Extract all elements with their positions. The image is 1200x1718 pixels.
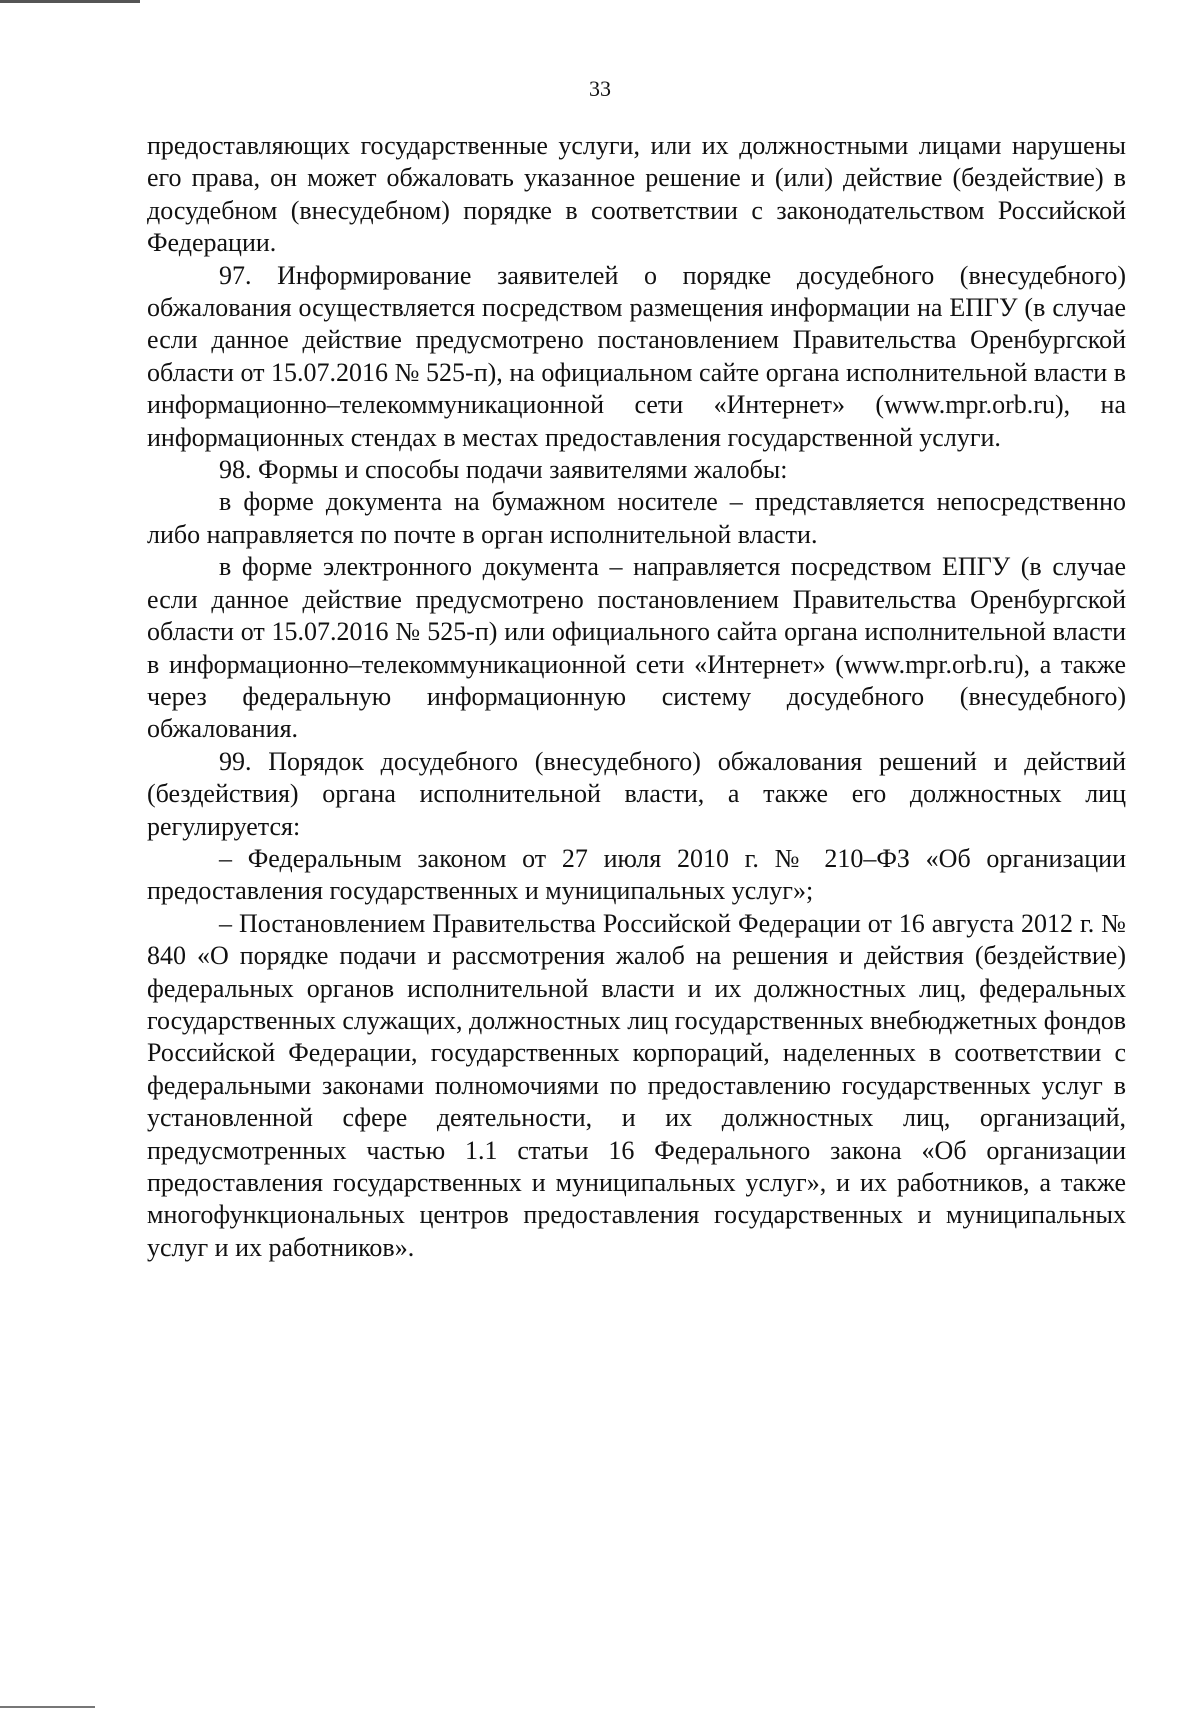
paragraph-99-government-decree: – Постановлением Правительства Российской Федерации от 16 августа 2012 г. № 840 «О порядке подачи и рассмотрения жалоб на решения и действия (бездействие) федеральных органов исполнительной власти и их должностных лиц, федеральных государственных служащих, должностных лиц государственных внебюджетных фондов Российской Федерации, государственных корпораций, наделенных в соответствии с федеральными законами полномочиями по предоставлению государственных услуг в установленной сфере деятельности, и их должностных лиц, организаций, предусмотренных частью 1.1 статьи 16 Федерального закона «Об организации предоставления государственных и муниципальных услуг», и их работников, а также многофункциональных центров предоставления государственных и муниципальных услуг и их работников». (147, 908, 1126, 1262)
paragraph-98-electronic-form: в форме электронного документа – направляется посредством ЕПГУ (в случае если данное действие предусмотрено постановлением Правительства Оренбургской области от 15.07.2016 № 525-п) или официального сайта органа исполнительной власти в информационно–телекоммуникационной сети «Интернет» (www.mpr.orb.ru), а также через федеральную информационную систему досудебного (внесудебного) обжалования. (147, 552, 1126, 744)
paragraph-97: 97. Информирование заявителей о порядке досудебного (внесудебного) обжалования осуществляется посредством размещения информации на ЕПГУ (в случае если данное действие предусмотрено постановлением Правительства Оренбургской области от 15.07.2016 № 525-п), на официальном сайте органа исполнительной власти в информационно–телекоммуникационной сети «Интернет» (www.mpr.orb.ru), на информационных стендах в местах предоставления государственной услуги. (147, 260, 1126, 452)
page-number: 33 (589, 76, 611, 101)
scan-edge-top (0, 0, 140, 3)
paragraph-98: 98. Формы и способы подачи заявителями жалобы: (219, 455, 788, 485)
scan-edge-bottom (0, 1706, 95, 1708)
document-body (147, 130, 1126, 1264)
paragraph-98-paper-form: в форме документа на бумажном носителе – представляется непосредственно либо направляется по почте в орган исполнительной власти. (147, 487, 1126, 549)
paragraph-continuation: предоставляющих государственные услуги, или их должностными лицами нарушены его права, он может обжаловать указанное решение и (или) действие (бездействие) в досудебном (внесудебном) порядке в соответствии с законодательством Российской Федерации. (147, 131, 1126, 258)
paragraph-99-federal-law: – Федеральным законом от 27 июля 2010 г. № 210–ФЗ «Об организации предоставления государственных и муниципальных услуг»; (147, 843, 1126, 906)
paragraph-99: 99. Порядок досудебного (внесудебного) обжалования решений и действий (бездействия) органа исполнительной власти, а также его должностных лиц регулируется: (147, 746, 1126, 841)
